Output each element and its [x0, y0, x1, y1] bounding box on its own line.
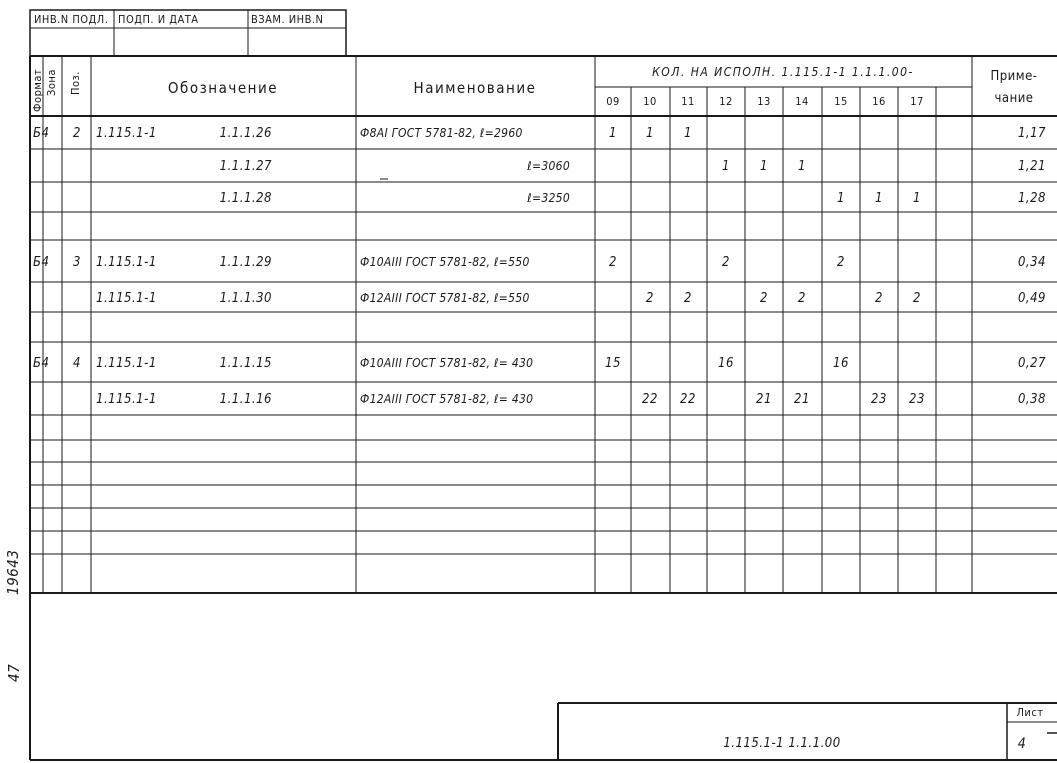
header-note-line1: Приме- — [990, 69, 1038, 84]
stamp-signature-date: ПОДП. И ДАТА — [118, 13, 199, 26]
row-designation-doc: 1.115.1-1 — [96, 126, 157, 141]
header-name: Наименование — [413, 79, 537, 97]
row-qty-10: 1 — [646, 126, 654, 141]
header-note-line2: чание — [994, 91, 1034, 106]
row-qty-15: 16 — [833, 355, 849, 371]
row-qty-09: 1 — [609, 126, 617, 141]
stamp-replacement-inv: ВЗАМ. ИНВ.N — [251, 13, 324, 26]
row-qty-09: 15 — [605, 355, 621, 371]
row-qty-16: 1 — [875, 190, 883, 206]
row-name: ℓ=3250 — [527, 190, 570, 205]
row-designation-doc: 1.115.1-1 — [96, 290, 157, 306]
row-name: Ф10АIII ГОСТ 5781-82, ℓ= 430 — [360, 355, 534, 370]
row-note: 0,38 — [1017, 392, 1046, 407]
row-qty-10: 22 — [642, 392, 658, 407]
variant-header-16: 16 — [872, 95, 886, 108]
row-note: 1,17 — [1017, 126, 1046, 141]
row-designation-doc: 1.115.1-1 — [96, 355, 157, 371]
row-qty-12: 2 — [722, 254, 730, 270]
header-position: Поз. — [69, 71, 82, 95]
row-position: 3 — [73, 254, 81, 270]
row-qty-12: 16 — [718, 355, 734, 371]
variant-header-17: 17 — [910, 95, 924, 108]
sheet-label: Лист — [1016, 706, 1044, 719]
row-qty-13: 1 — [760, 159, 768, 174]
row-qty-17: 2 — [913, 290, 921, 306]
row-qty-10: 2 — [646, 290, 654, 306]
variant-header-12: 12 — [719, 95, 733, 108]
row-qty-11: 2 — [684, 290, 692, 306]
row-note: 0,27 — [1017, 355, 1046, 371]
row-note: 0,34 — [1017, 254, 1046, 270]
row-designation-item: 1.1.1.29 — [219, 254, 272, 270]
row-name: Ф10АIII ГОСТ 5781-82, ℓ=550 — [360, 254, 530, 269]
variant-header-10: 10 — [643, 95, 657, 108]
row-name: Ф12АIII ГОСТ 5781-82, ℓ=550 — [360, 290, 530, 305]
row-format: Б4 — [33, 126, 50, 141]
title-block-code: 1.115.1-1 1.1.1.00 — [723, 736, 841, 751]
header-designation: Обозначение — [167, 79, 279, 97]
margin-small-number: 47 — [5, 663, 23, 682]
variant-header-09: 09 — [606, 95, 620, 108]
row-qty-14: 1 — [798, 159, 806, 174]
row-qty-16: 23 — [871, 392, 887, 407]
variant-header-15: 15 — [834, 95, 848, 108]
row-designation-doc: 1.115.1-1 — [96, 254, 157, 270]
variant-header-13: 13 — [757, 95, 771, 108]
row-qty-11: 1 — [684, 126, 692, 141]
row-format: Б4 — [33, 355, 50, 371]
header-format: Формат — [31, 68, 44, 112]
variant-header-14: 14 — [795, 95, 809, 108]
row-qty-15: 1 — [837, 190, 845, 206]
row-designation-item: 1.1.1.28 — [219, 190, 272, 206]
row-qty-11: 22 — [680, 392, 696, 407]
row-name: Ф8АI ГОСТ 5781-82, ℓ=2960 — [360, 126, 523, 140]
row-note: 0,49 — [1017, 290, 1046, 306]
header-zone: Зона — [45, 69, 58, 96]
row-qty-13: 2 — [760, 290, 768, 306]
row-qty-13: 21 — [756, 392, 772, 407]
row-designation-doc: 1.115.1-1 — [96, 392, 157, 407]
row-position: 4 — [73, 355, 81, 371]
stamp-inv-number: ИНВ.N ПОДЛ. — [34, 13, 109, 26]
row-designation-item: 1.1.1.16 — [219, 392, 272, 407]
row-qty-17: 1 — [913, 190, 921, 206]
row-qty-14: 2 — [798, 290, 806, 306]
variant-header-11: 11 — [681, 95, 695, 108]
row-qty-17: 23 — [909, 392, 925, 407]
row-note: 1,28 — [1017, 190, 1046, 206]
row-qty-14: 21 — [794, 392, 810, 407]
row-qty-09: 2 — [609, 254, 617, 270]
row-note: 1,21 — [1017, 159, 1046, 174]
margin-archive-number: 19643 — [4, 549, 22, 595]
row-designation-item: 1.1.1.30 — [219, 290, 272, 306]
row-name: ℓ=3060 — [527, 159, 570, 173]
row-designation-item: 1.1.1.26 — [219, 126, 272, 141]
row-format: Б4 — [33, 254, 50, 270]
row-name: Ф12АIII ГОСТ 5781-82, ℓ= 430 — [360, 392, 534, 406]
row-designation-item: 1.1.1.15 — [219, 355, 272, 371]
row-qty-12: 1 — [722, 159, 730, 174]
row-position: 2 — [73, 126, 81, 141]
row-designation-item: 1.1.1.27 — [219, 159, 272, 174]
row-qty-15: 2 — [837, 254, 845, 270]
sheet-number: 4 — [1017, 736, 1027, 752]
row-qty-16: 2 — [875, 290, 883, 306]
header-qty-title: КОЛ. НА ИСПОЛН. 1.115.1-1 1.1.1.00- — [652, 65, 914, 79]
